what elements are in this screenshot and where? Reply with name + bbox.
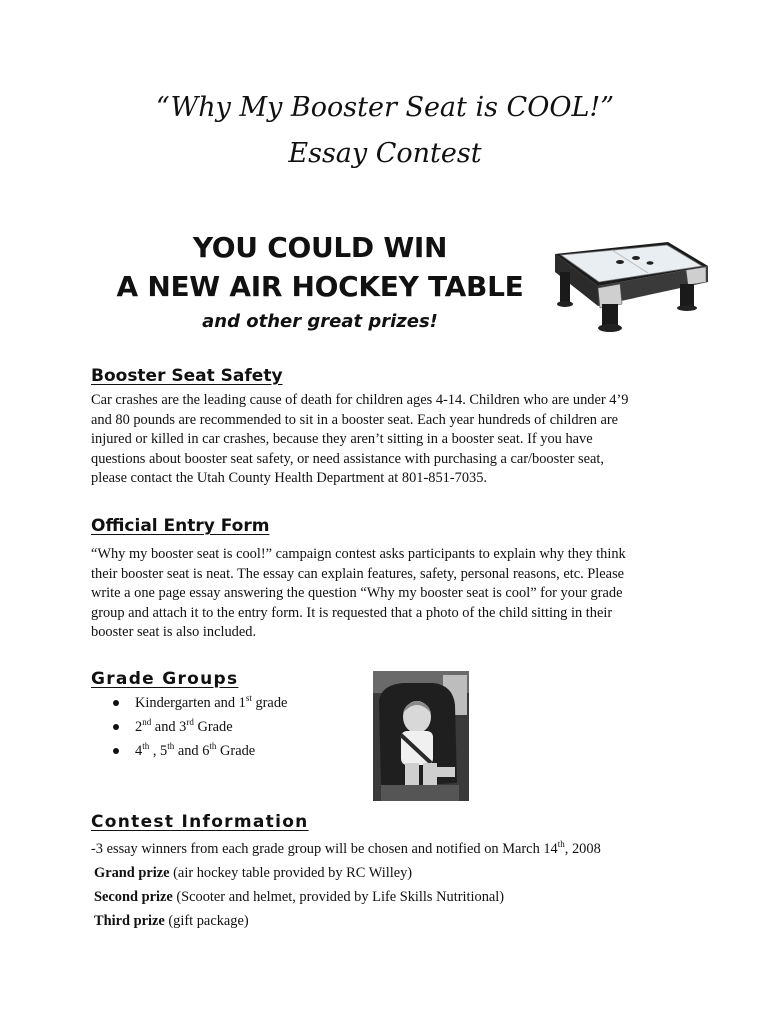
entry-line: group and attach it to the entry form. It is requested that a photo of the child sitting in their: [91, 604, 613, 621]
essay-title-line2: Essay Contest: [288, 138, 482, 169]
grade-group-item: 4th , 5th and 6th Grade: [92, 741, 287, 765]
banner-headline-2: A NEW AIR HOCKEY TABLE: [116, 270, 524, 303]
heading-contest-information: Contest Information: [91, 812, 309, 832]
air-hockey-table-image: [550, 236, 710, 336]
child-booster-seat-photo: [373, 671, 469, 801]
grade-group-item: Kindergarten and 1st grade: [92, 693, 287, 717]
bullet-icon: [113, 748, 119, 754]
safety-line: and 80 pounds are recommended to sit in a booster seat. Each year hundreds of children are: [91, 411, 619, 428]
safety-paragraph: [91, 391, 671, 489]
entry-line: booster seat is also included.: [91, 624, 257, 640]
entry-line: write a one page essay answering the question “Why my booster seat is cool” for your grade: [91, 585, 623, 601]
winners-line: -3 essay winners from each grade group will be chosen and notified on March 14th, 2008: [91, 839, 601, 857]
essay-title-line1: “Why My Booster Seat is COOL!”: [155, 92, 615, 123]
grade-group-item: 2nd and 3rd Grade: [92, 717, 287, 741]
heading-booster-seat-safety: Booster Seat Safety: [91, 366, 283, 386]
safety-line: injured or killed in car crashes, because they aren’t sitting in a booster seat. If you have: [91, 431, 593, 447]
safety-line: Car crashes are the leading cause of death for children ages 4-14. Children who are under 4’9: [91, 392, 629, 408]
heading-official-entry-form: Official Entry Form: [91, 516, 270, 536]
bullet-icon: [113, 724, 119, 730]
heading-grade-groups: Grade Groups: [91, 669, 239, 689]
prize-line: Second prize (Scooter and helmet, provided by Life Skills Nutritional): [94, 889, 505, 905]
safety-line: please contact the Utah County Health Department at 801-851-7035.: [91, 470, 488, 486]
entry-line: their booster seat is neat. The essay can explain features, safety, personal reasons, etc. Please: [91, 565, 625, 582]
grade-groups-list: [92, 693, 287, 765]
entry-paragraph: [91, 545, 671, 643]
contest-info-block: [91, 839, 601, 935]
safety-line: questions about booster seat safety, or need assistance with purchasing a car/booster seat,: [91, 450, 604, 467]
entry-line: “Why my booster seat is cool!” campaign contest asks participants to explain why they think: [91, 546, 626, 562]
banner-headline-1: YOU COULD WIN: [192, 231, 448, 264]
prize-line: Third prize (gift package): [94, 913, 249, 929]
prize-line: Grand prize (air hockey table provided by RC Willey): [94, 865, 413, 881]
bullet-icon: [113, 700, 119, 706]
banner-subtitle: and other great prizes!: [202, 311, 438, 332]
